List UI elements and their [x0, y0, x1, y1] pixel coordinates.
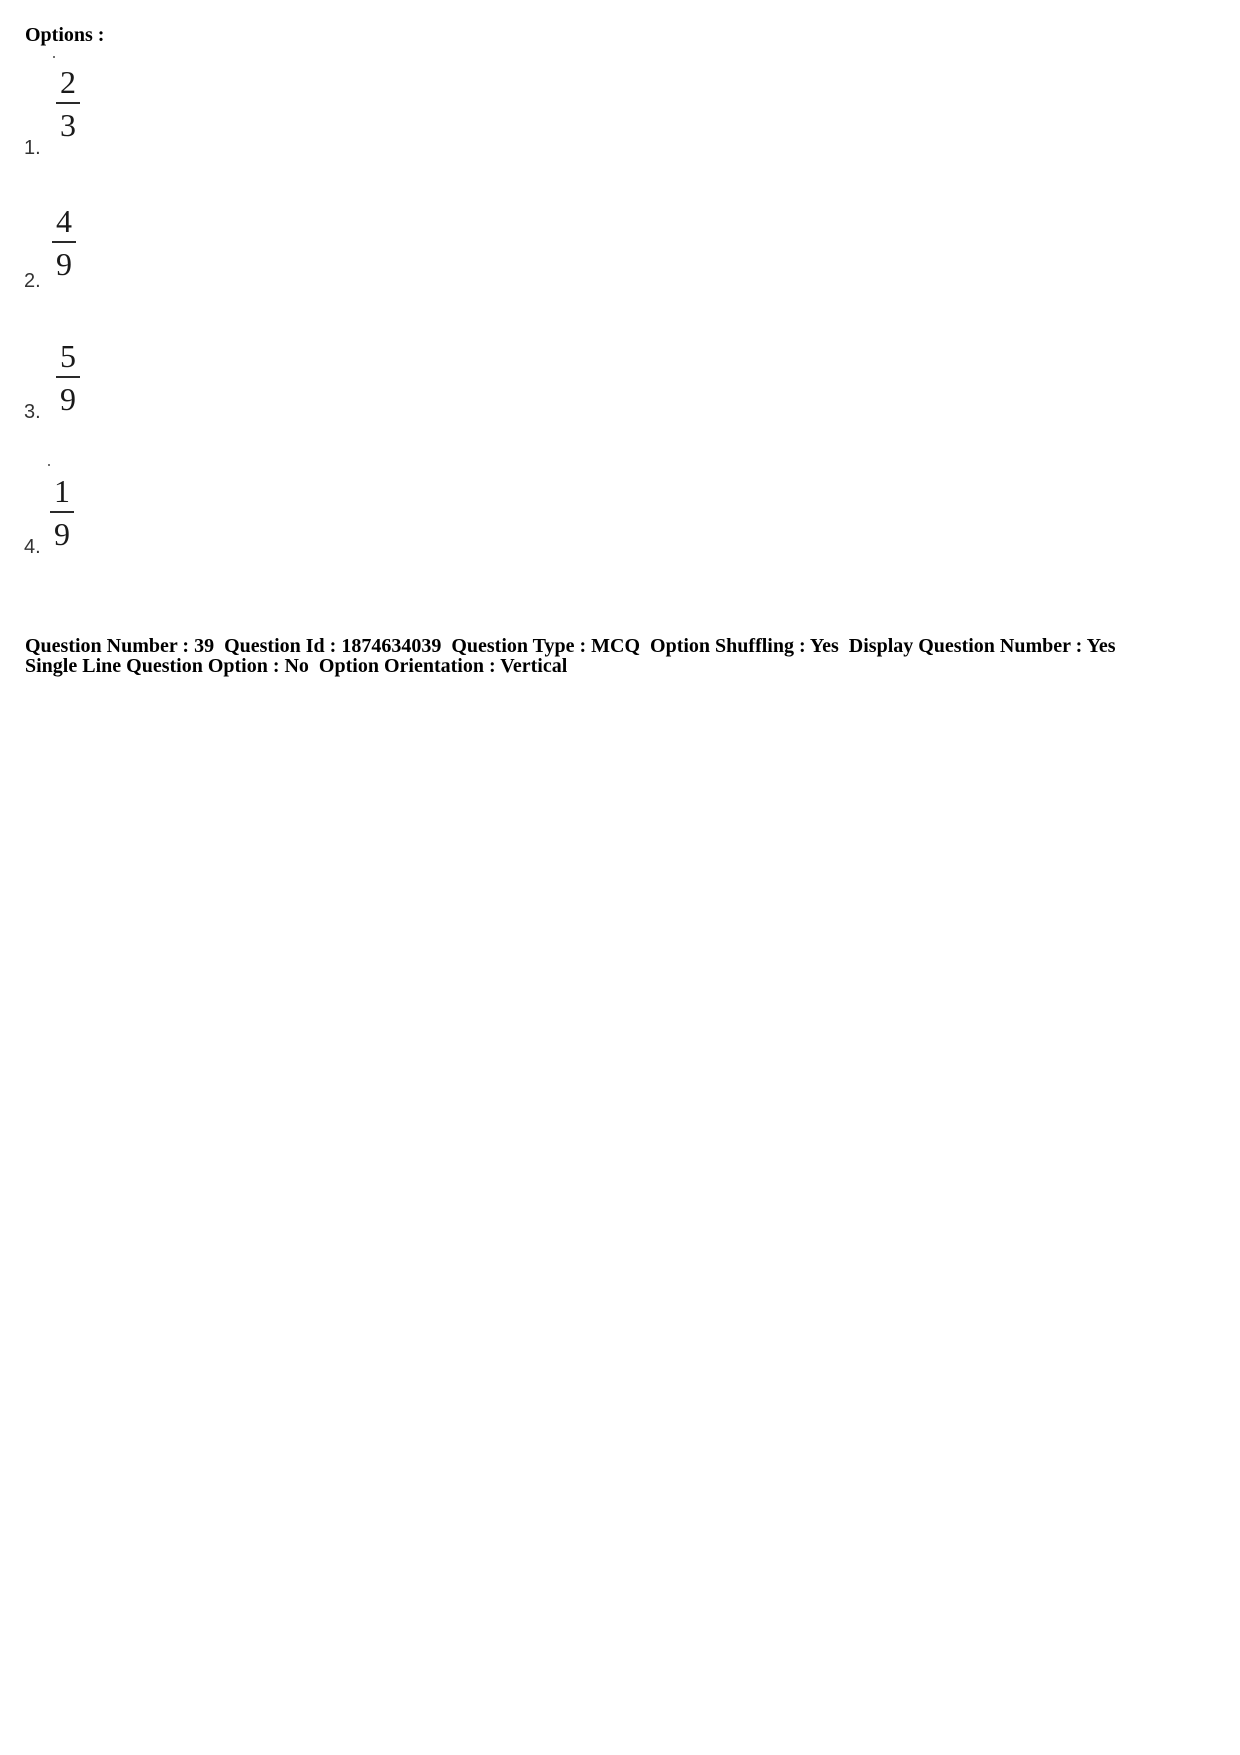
option-1-fraction	[56, 66, 80, 141]
fraction-denominator: 9	[56, 246, 72, 282]
fraction-denominator: 9	[54, 516, 70, 552]
option-3-fraction	[56, 340, 80, 415]
fraction-numerator: 1	[54, 473, 70, 509]
option-2[interactable]	[0, 190, 200, 290]
option-number: 3.	[24, 401, 41, 423]
option-number: 4.	[24, 536, 41, 558]
option-number: 2.	[24, 270, 41, 292]
fraction-bar	[50, 511, 74, 513]
image-speck	[53, 56, 55, 58]
fraction-numerator: 4	[56, 203, 72, 239]
question-metadata	[25, 636, 1225, 676]
fraction-bar	[56, 376, 80, 378]
fraction-bar	[56, 102, 80, 104]
question-metadata-line-2: Single Line Question Option : No Option Orientation : Vertical	[25, 655, 568, 677]
option-number: 1.	[24, 137, 41, 159]
options-heading: Options :	[25, 24, 105, 46]
option-4-fraction	[50, 475, 74, 550]
fraction-denominator: 9	[60, 381, 76, 417]
option-1[interactable]	[0, 50, 200, 159]
fraction-denominator: 3	[60, 107, 76, 143]
question-metadata-line-1: Question Number : 39 Question Id : 1874634039 Question Type : MCQ Option Shuffling : Yes Display Question Number : Yes	[25, 635, 1116, 657]
image-speck	[48, 464, 50, 466]
fraction-numerator: 5	[60, 338, 76, 374]
fraction-bar	[52, 241, 76, 243]
fraction-numerator: 2	[60, 64, 76, 100]
option-4[interactable]	[0, 455, 200, 558]
option-3[interactable]	[0, 320, 200, 423]
option-2-fraction	[52, 205, 76, 280]
